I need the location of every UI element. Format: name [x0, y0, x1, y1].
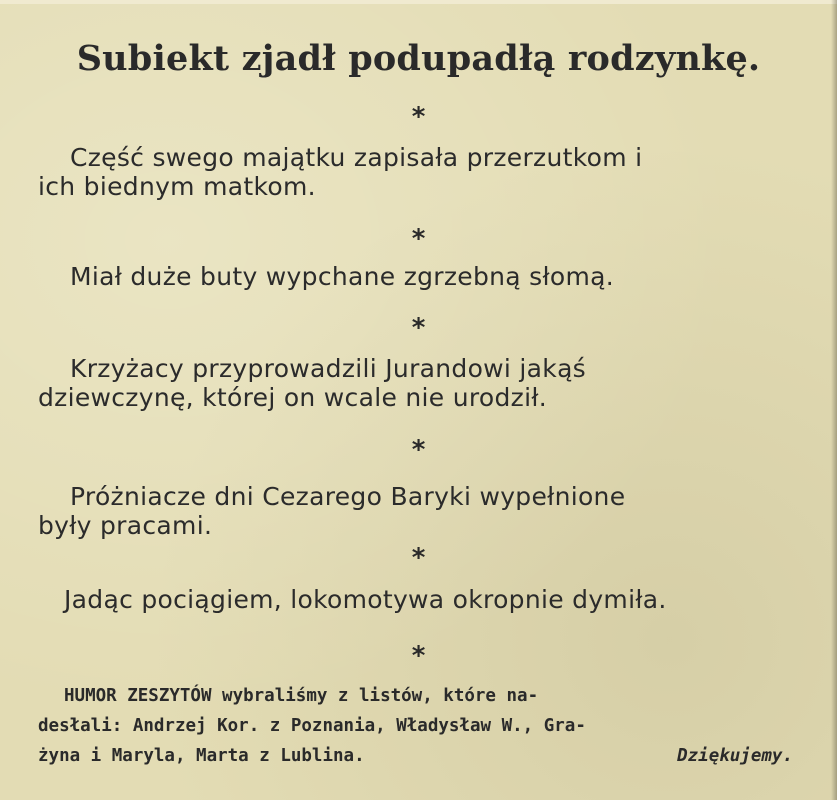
- footer-credits: [38, 681, 793, 771]
- word: Krzyżacy: [70, 354, 184, 383]
- word: majątku: [242, 143, 346, 172]
- paragraph-2: [38, 262, 793, 291]
- paragraph-1: [38, 143, 793, 201]
- separator-asterisk: *: [411, 313, 426, 343]
- footer-line-3-text: żyna i Maryla, Marta z Lublina.: [38, 746, 365, 766]
- paragraph-4-line-1: [38, 482, 793, 511]
- word: zapisała: [353, 143, 459, 172]
- footer-line-1: HUMOR ZESZYTÓW wybraliśmy z listów, które na-: [64, 686, 539, 706]
- word: przyprowadzili: [192, 354, 377, 383]
- paragraph-3-line-2: dziewczynę, której on wcale nie urodził.: [38, 383, 547, 412]
- word: przerzutkom: [466, 143, 627, 172]
- separator-asterisk: *: [411, 435, 426, 465]
- paragraph-3-line-1: [38, 354, 793, 383]
- separator-asterisk: *: [411, 224, 426, 254]
- word: Cezarego: [262, 482, 383, 511]
- separator-asterisk: *: [411, 102, 426, 132]
- paragraph-2-line-1: Miał duże buty wypchane zgrzebną słomą.: [70, 262, 614, 291]
- clipping-title: Subiekt zjadł podupadłą rodzynkę.: [76, 38, 761, 79]
- paragraph-4-line-2: były pracami.: [38, 511, 213, 540]
- word: dni: [214, 482, 254, 511]
- paragraph-1-line-1: [38, 143, 793, 172]
- word: i: [635, 143, 643, 172]
- word: Część: [70, 143, 145, 172]
- footer-line-2: desłali: Andrzej Kor. z Poznania, Władysław W., Gra-: [38, 716, 586, 736]
- word: Baryki: [390, 482, 472, 511]
- word: Jurandowi: [385, 354, 512, 383]
- word: wypełnione: [479, 482, 626, 511]
- word: jakąś: [519, 354, 587, 383]
- paragraph-5: [38, 585, 793, 614]
- footer-line-3: [38, 741, 793, 771]
- paper-edge-top: [0, 0, 837, 4]
- paragraph-1-line-2: ich biednym matkom.: [38, 172, 316, 201]
- separator-asterisk: *: [411, 641, 426, 671]
- word: Próżniacze: [70, 482, 207, 511]
- paragraph-4: [38, 482, 793, 540]
- paragraph-3: [38, 354, 793, 412]
- thanks-signoff: Dziękujemy.: [677, 746, 793, 766]
- separator-asterisk: *: [411, 543, 426, 573]
- paragraph-5-line-1: Jadąc pociągiem, lokomotywa okropnie dymiła.: [64, 585, 667, 614]
- word: swego: [152, 143, 235, 172]
